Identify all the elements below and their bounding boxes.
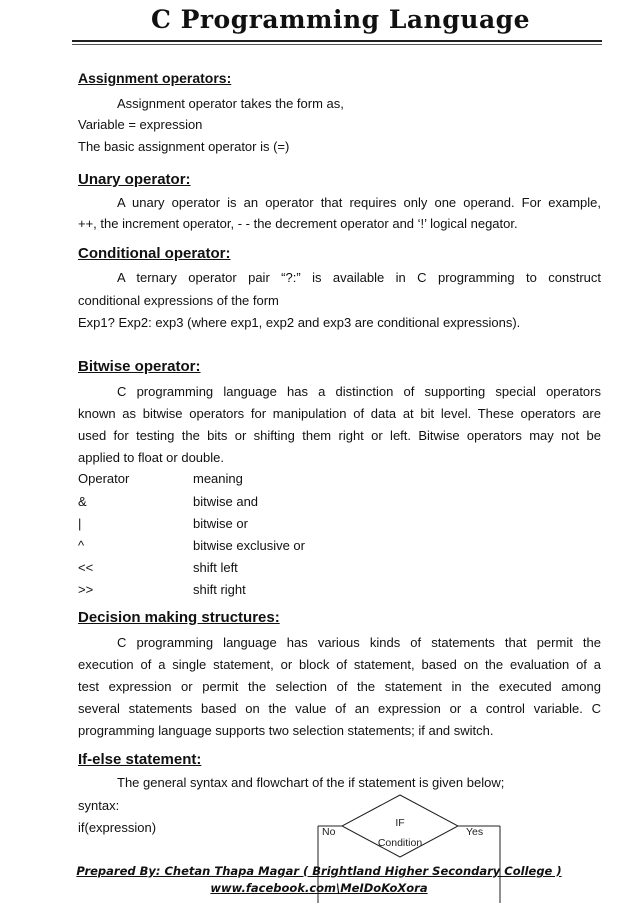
assignment-heading: Assignment operators: xyxy=(78,70,232,86)
assignment-line-1: Assignment operator takes the form as, xyxy=(117,96,344,111)
title-rule-thick xyxy=(72,40,602,42)
operator-row xyxy=(78,582,478,597)
decision-line-1: C programming language has various kinds of statements that permit the xyxy=(117,635,601,650)
operator-column-header: Operator xyxy=(78,471,130,486)
operator-meaning: bitwise and xyxy=(193,494,259,509)
decision-heading: Decision making structures: xyxy=(78,609,280,626)
title-rule-thin xyxy=(72,44,602,45)
unary-heading: Unary operator: xyxy=(78,171,191,188)
operator-symbol: >> xyxy=(78,582,94,597)
bitwise-line-2: known as bitwise operators for manipulation of data at bit level. These operators are xyxy=(78,406,601,421)
bitwise-line-1: C programming language has a distinction of supporting special operators xyxy=(117,384,601,399)
ifelse-line-3: if(expression) xyxy=(78,820,157,835)
footer-credit: Prepared By: Chetan Thapa Magar ( Brightland Higher Secondary College ) xyxy=(76,864,562,878)
no-label: No xyxy=(322,826,336,838)
ifelse-heading: If-else statement: xyxy=(78,751,202,768)
condition-label-if: IF xyxy=(395,817,405,829)
yes-label: Yes xyxy=(466,826,484,838)
condition-label-condition: Condition xyxy=(377,837,423,849)
page-title: C Programming Language xyxy=(150,5,531,34)
footer-url: www.facebook.com\MeIDoKoXora xyxy=(210,881,428,895)
operator-meaning: shift right xyxy=(193,582,246,597)
meaning-column-header: meaning xyxy=(193,471,243,486)
operator-row xyxy=(78,538,478,553)
bitwise-line-4: applied to float or double. xyxy=(78,450,224,465)
conditional-line-2: conditional expressions of the form xyxy=(78,293,279,308)
unary-line-1: A unary operator is an operator that requires only one operand. For example, xyxy=(117,195,601,210)
operator-row xyxy=(78,560,478,575)
operator-symbol: ^ xyxy=(78,538,85,553)
decision-line-4: several statements based on the value of an expression or a control variable. C xyxy=(78,701,601,716)
ifelse-line-2: syntax: xyxy=(78,798,120,813)
decision-line-5: programming language supports two selection statements; if and switch. xyxy=(78,723,494,738)
conditional-line-3: Exp1? Exp2: exp3 (where exp1, exp2 and exp3 are conditional expressions). xyxy=(78,315,521,330)
operator-meaning: bitwise exclusive or xyxy=(193,538,305,553)
bitwise-heading: Bitwise operator: xyxy=(78,358,201,375)
decision-line-2: execution of a single statement, or block of statement, based on the evaluation of a xyxy=(78,657,601,672)
operator-meaning: bitwise or xyxy=(193,516,248,531)
bitwise-line-3: used for testing the bits or shifting them right or left. Bitwise operators may not be xyxy=(78,428,601,443)
operator-row xyxy=(78,516,478,531)
assignment-line-2: Variable = expression xyxy=(78,117,203,132)
operator-symbol: & xyxy=(78,494,87,509)
unary-line-2: ++, the increment operator, - - the decrement operator and ‘!’ logical negator. xyxy=(78,216,518,231)
operator-symbol: | xyxy=(78,516,82,531)
conditional-heading: Conditional operator: xyxy=(78,245,231,262)
assignment-line-3: The basic assignment operator is (=) xyxy=(78,139,290,154)
operator-row xyxy=(78,494,478,509)
operator-meaning: shift left xyxy=(193,560,238,575)
ifelse-line-1: The general syntax and flowchart of the if statement is given below; xyxy=(117,775,505,790)
operator-symbol: << xyxy=(78,560,94,575)
conditional-line-1: A ternary operator pair “?:” is available in C programming to construct xyxy=(117,270,601,285)
operator-table-header xyxy=(78,471,478,486)
decision-line-3: test expression or permit the selection of the statement in the executed among xyxy=(78,679,601,694)
